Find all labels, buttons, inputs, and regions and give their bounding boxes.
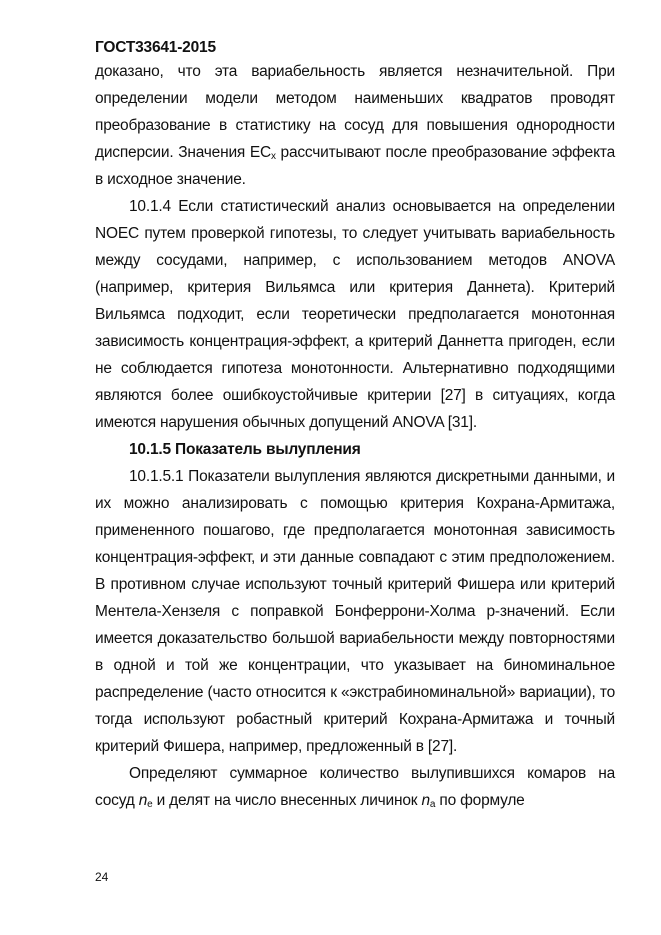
paragraph-10-1-5-1: 10.1.5.1 Показатели вылупления являются дискретными данными, и их можно анализировать с помощью критерия Кохрана-Армитажа, примененного пошагово, где предполагается монотонная зависимость концентрация-эффект, и эти данные совпадают с этим предположением. В противном случае используют точный критерий Фишера или критерий Ментела-Хензеля с поправкой Бонферрони-Холма p-значений. Если имеется доказательство большой вариабельности между повторностями в одной и той же концентрации, что указывает на биноминальное распределение (часто относится к «экстрабиноминальной» вариации), то тогда используют робастный критерий Кохрана-Армитажа и точный критерий Фишера, например, предложенный в [27].: [95, 468, 615, 755]
paragraph-text: Определяют суммарное количество вылупившихся комаров на сосуд: [95, 765, 615, 809]
paragraph-formula-intro: [95, 760, 615, 814]
page-number: 24: [95, 870, 109, 884]
subscript: e: [147, 799, 153, 810]
paragraph-text: по формуле: [435, 792, 525, 809]
paragraph-continuation: [95, 58, 615, 193]
variable-n: n: [138, 792, 148, 809]
variable-n: n: [421, 792, 430, 809]
subscript: x: [270, 151, 276, 162]
paragraph-text: и делят на число внесенных личинок: [152, 792, 422, 809]
doc-header: ГОСТ33641-2015: [95, 39, 216, 56]
body-text: [95, 58, 615, 814]
paragraph-text: рассчитывают после преобразование эффекта в исходное значение.: [95, 144, 615, 188]
paragraph-text: доказано, что эта вариабельность является незначительной. При определении модели методом наименьших квадратов проводят преобразование в статистику на сосуд для повышения однородности дисперсии. Значения EC: [95, 63, 615, 161]
section-heading: 10.1.5 Показатель вылупления: [129, 441, 361, 458]
paragraph-10-1-4: 10.1.4 Если статистический анализ основывается на определении NOEC путем проверкой гипотезы, то следует учитывать вариабельность между сосудами, например, с использованием методов ANOVA (например, критерия Вильямса или критерия Даннета). Критерий Вильямса подходит, если теоретически предполагается монотонная зависимость концентрация-эффект, а критерий Даннетта пригоден, если не соблюдается гипотеза монотонности. Альтернативно подходящими являются более ошибкоустойчивые критерии [27] в ситуациях, когда имеются нарушения обычных допущений ANOVA [31].: [95, 198, 615, 431]
subscript: a: [429, 799, 436, 810]
